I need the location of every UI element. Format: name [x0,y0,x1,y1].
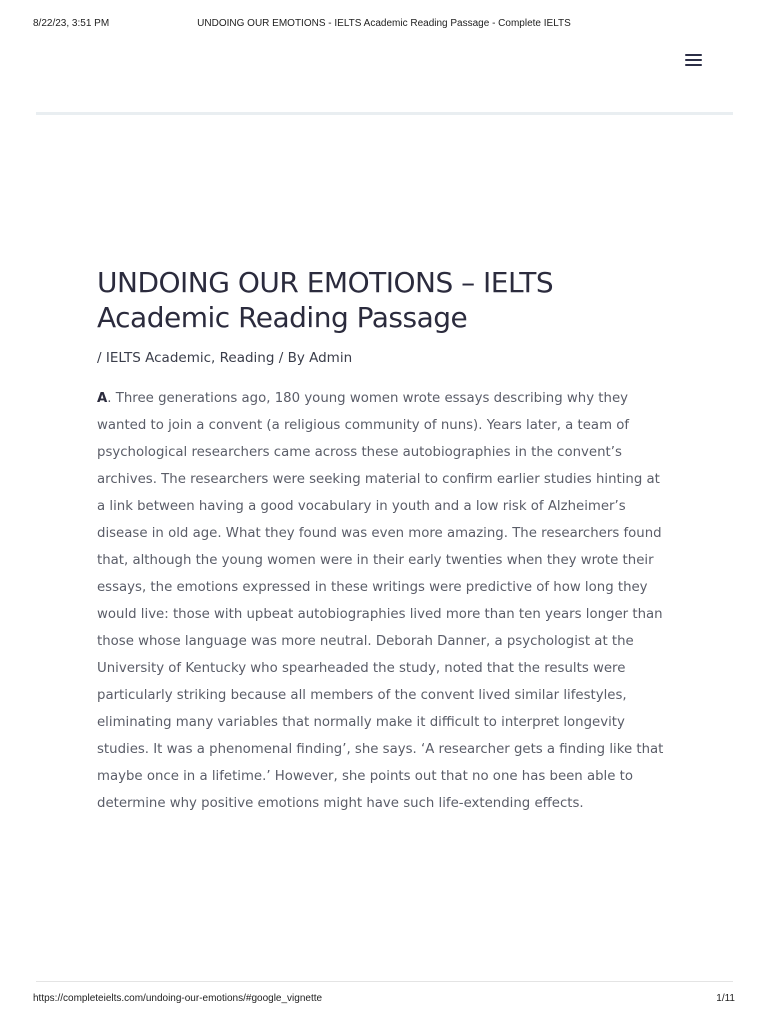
print-header [33,18,735,32]
meta-prefix: / [97,350,106,366]
hamburger-menu-icon[interactable] [685,53,702,67]
category-link-reading[interactable]: Reading [219,350,275,366]
meta-separator: , [211,350,220,366]
footer-divider [36,981,733,982]
print-datetime: 8/22/23, 3:51 PM [33,18,110,29]
header-divider [36,112,733,115]
article-meta [97,349,672,367]
paragraph-a [97,385,672,817]
paragraph-text: . Three generations ago, 180 young women wrote essays describing why they wanted to join a convent (a religious community of nuns). Years later, a team of psychological researchers came across these autobiographies in the convent’s archives. The researchers were seeking material to confirm earlier studies hinting at a link between having a good vocabulary in youth and a low risk of Alzheimer’s disease in old age. What they found was even more amazing. The researchers found that, although the young women were in their early twenties when they wrote their essays, the emotions expressed in these writings were predictive of how long they would live: those with upbeat autobiographies lived more than ten years longer than those whose language was more neutral. Deborah Danner, a psychologist at the University of Kentucky who spearheaded the study, noted that the results were particularly striking because all members of the convent lived similar lifestyles, eliminating many variables that normally make it difficult to interpret longevity studies. It was a phenomenal finding’, she says. ‘A researcher gets a finding like that maybe once in a lifetime.’ However, she points out that no one has been able to determine why positive emotions might have such life-extending effects. [97,391,664,811]
category-link-ielts-academic[interactable]: IELTS Academic [105,350,212,366]
article [97,265,672,830]
print-footer [33,993,735,1007]
paragraph-label: A [97,391,108,406]
page-number: 1/11 [716,993,735,1004]
meta-byline: / By Admin [274,350,353,366]
print-url: https://completeielts.com/undoing-our-emotions/#google_vignette [33,993,323,1004]
article-title: UNDOING OUR EMOTIONS – IELTS Academic Reading Passage [97,266,554,334]
print-document-title: UNDOING OUR EMOTIONS - IELTS Academic Reading Passage - Complete IELTS [197,18,571,29]
